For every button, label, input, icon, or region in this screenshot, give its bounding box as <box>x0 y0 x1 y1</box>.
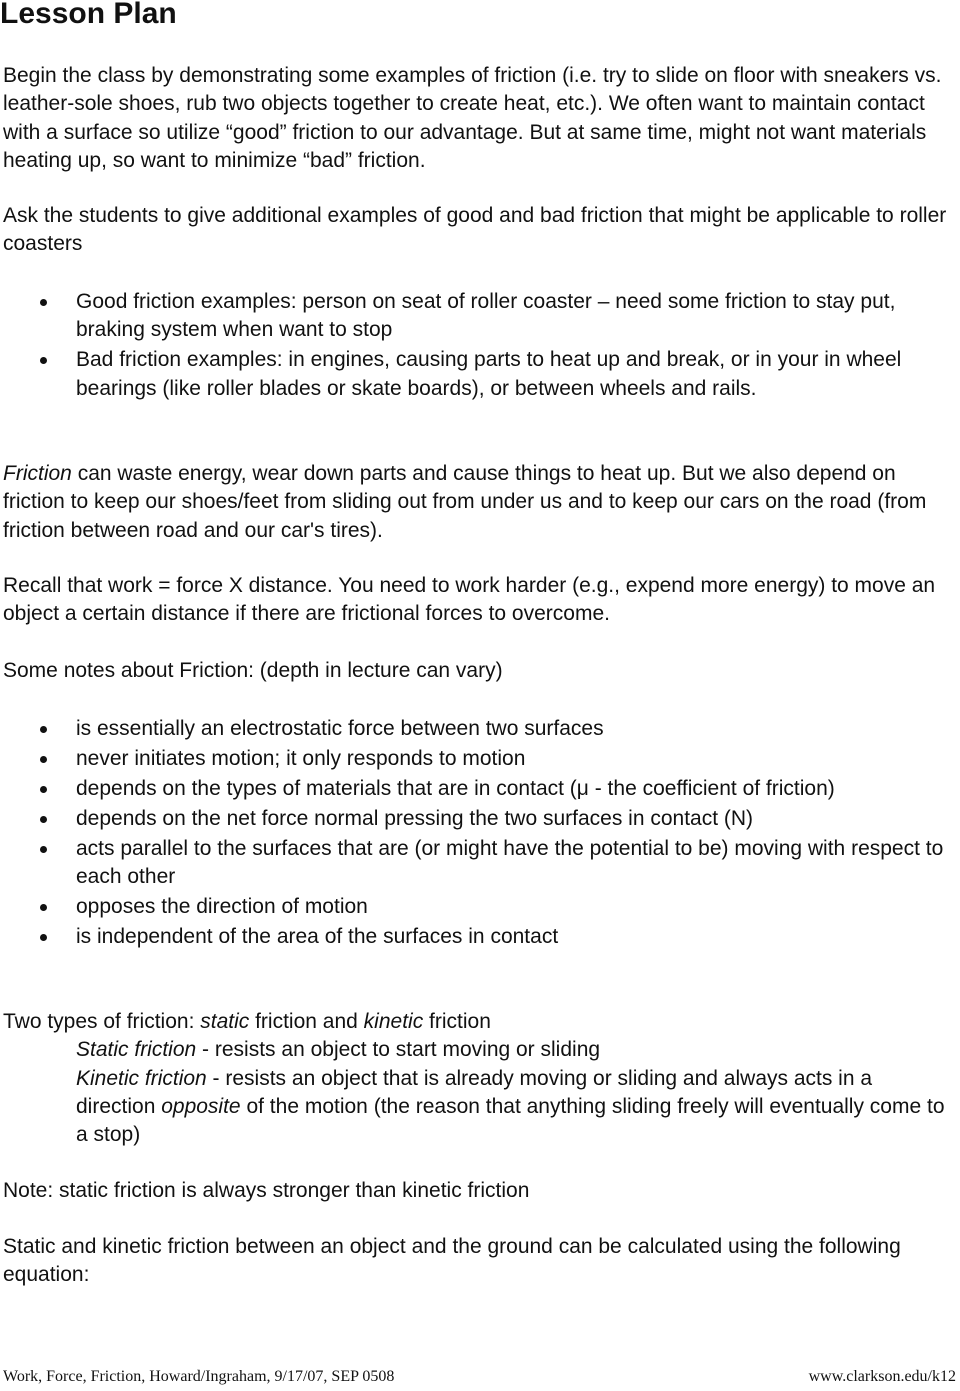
opposite-word: opposite <box>161 1094 241 1118</box>
friction-examples-list <box>0 288 955 405</box>
list-item: is independent of the area of the surfaces in contact <box>0 923 955 951</box>
list-item: depends on the net force normal pressing the two surfaces in contact (N) <box>0 805 955 833</box>
kinetic-friction-term: Kinetic friction <box>76 1066 207 1090</box>
footer-url: www.clarkson.edu/k12 <box>808 1368 956 1385</box>
list-item: never initiates motion; it only responds to motion <box>0 745 955 773</box>
list-item: opposes the direction of motion <box>0 893 955 921</box>
friction-notes-list <box>0 715 955 953</box>
list-item: depends on the types of materials that are in contact (μ - the coefficient of friction) <box>0 775 955 803</box>
kinetic-friction-text-end: of the motion (the reason that anything sliding freely will eventually come to a stop) <box>76 1094 945 1147</box>
kinetic-word: kinetic <box>363 1010 424 1033</box>
friction-types-line <box>3 1008 953 1036</box>
types-tail: friction <box>423 1010 491 1033</box>
static-word: static <box>200 1010 250 1033</box>
kinetic-friction-definition <box>3 1065 953 1150</box>
footer-citation: Work, Force, Friction, Howard/Ingraham, 9/17/07, SEP 0508 <box>3 1368 395 1385</box>
list-item: is essentially an electrostatic force between two surfaces <box>0 715 955 743</box>
static-friction-definition <box>3 1036 953 1064</box>
kinetic-friction-text: - resists an object that is already moving or sliding and always acts in a direction <box>76 1066 873 1118</box>
list-item: acts parallel to the surfaces that are (or might have the potential to be) moving with respect to each other <box>0 835 955 892</box>
static-friction-term: Static friction <box>76 1038 197 1062</box>
friction-types-section <box>3 1008 953 1149</box>
friction-paragraph <box>3 460 953 545</box>
types-lead: Two types of friction: <box>3 1010 201 1033</box>
page-title: Lesson Plan <box>0 0 177 30</box>
equation-intro-paragraph: Static and kinetic friction between an object and the ground can be calculated using the following equation: <box>3 1235 901 1287</box>
note-paragraph: Note: static friction is always stronger than kinetic friction <box>3 1179 530 1202</box>
notes-intro: Some notes about Friction: (depth in lecture can vary) <box>3 659 503 682</box>
list-item: Good friction examples: person on seat of roller coaster – need some friction to stay put, braking system when want to stop <box>0 288 955 345</box>
friction-paragraph-text: can waste energy, wear down parts and cause things to heat up. But we also depend on friction to keep our shoes/feet from sliding out from under us and to keep our cars on the road (from friction between road and our car's tires). <box>3 462 927 542</box>
types-mid: friction and <box>249 1010 364 1033</box>
intro-paragraph: Begin the class by demonstrating some examples of friction (i.e. try to slide on floor with sneakers vs. leather-sole shoes, rub two objects together to create heat, etc.). We often want to maintain contact with a surface so utilize “good” friction to our advantage. But at same time, might not want materials heating up, so want to minimize “bad” friction. <box>3 64 942 172</box>
ask-paragraph: Ask the students to give additional examples of good and bad friction that might be applicable to roller coasters <box>3 204 947 256</box>
work-paragraph: Recall that work = force X distance. You need to work harder (e.g., expend more energy) to move an object a certain distance if there are frictional forces to overcome. <box>3 574 936 626</box>
list-item: Bad friction examples: in engines, causing parts to heat up and break, or in your in wheel bearings (like roller blades or skate boards), or between wheels and rails. <box>0 346 955 403</box>
static-friction-text: - resists an object to start moving or sliding <box>196 1038 601 1062</box>
friction-term: Friction <box>3 462 72 485</box>
